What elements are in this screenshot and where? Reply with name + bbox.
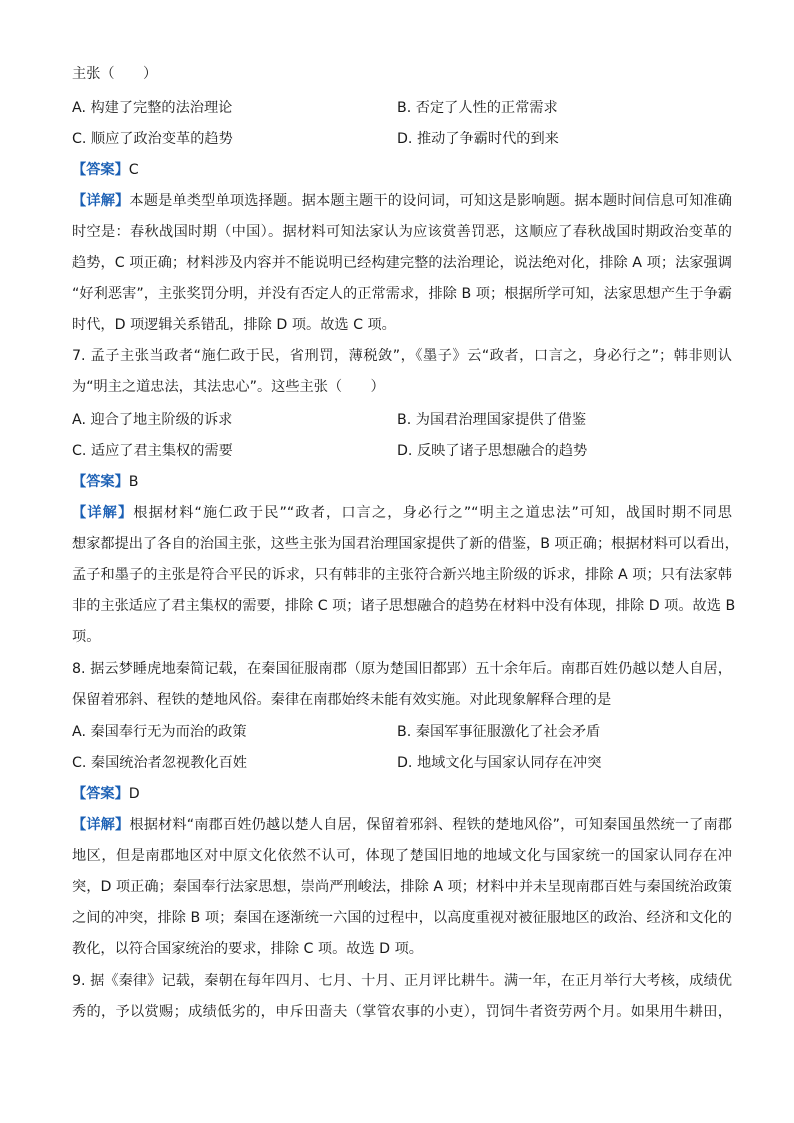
q7-option-c: C. 适应了君主集权的需要 xyxy=(72,443,233,459)
detail-label: 【详解】 xyxy=(72,505,134,521)
q6-detail-line-3: 趋势，C 项正确；材料涉及内容并不能说明已经构建完整的法治理论，说法绝对化，排除 A 项；法家强调 xyxy=(72,255,732,271)
q8-answer xyxy=(72,784,732,804)
answer-value: C xyxy=(128,162,139,178)
q9-stem-line-2: 秀的，予以赏赐；成绩低劣的，申斥田啬夫（掌管农事的小吏），罚饲牛者资劳两个月。如果用牛耕田， xyxy=(72,1004,732,1020)
q8-option-a: A. 秦国奉行无为而治的政策 xyxy=(72,724,247,740)
q7-answer xyxy=(72,472,732,492)
q6-stem-tail: 主张（ ） xyxy=(72,66,158,82)
q7-detail-line-1 xyxy=(72,503,732,523)
q8-option-d: D. 地域文化与国家认同存在冲突 xyxy=(397,755,602,771)
q7-detail-line-5: 项。 xyxy=(72,629,101,645)
q9-stem-line-1: 9. 据《秦律》记载，秦朝在每年四月、七月、十月、正月评比耕牛。满一年，在正月举行大考核，成绩优 xyxy=(72,973,732,989)
detail-text: 根据材料“南郡百姓仍越以楚人自居，保留着邪斜、程铁的楚地风俗”，可知秦国虽然统一了南郡 xyxy=(129,817,732,833)
detail-text: 根据材料“施仁政于民”“政者，口言之，身必行之”“明主之道忠法”可知，战国时期不同思 xyxy=(133,505,732,521)
q8-detail-line-5: 教化，以符合国家统治的要求，排除 C 项。故选 D 项。 xyxy=(72,941,423,957)
q7-stem-line-2: 为“明主之道忠法，其法忠心”。这些主张（ ） xyxy=(72,379,385,395)
q8-detail-line-1 xyxy=(72,815,732,835)
q6-option-d: D. 推动了争霸时代的到来 xyxy=(397,131,559,147)
answer-label: 【答案】 xyxy=(72,162,129,178)
q8-detail-line-3: 突，D 项正确；秦国奉行法家思想，崇尚严刑峻法，排除 A 项；材料中并未呈现南郡百姓与秦国统治政策 xyxy=(72,879,732,895)
q8-stem-line-1: 8. 据云梦睡虎地秦简记载，在秦国征服南郡（原为楚国旧都郢）五十余年后。南郡百姓仍越以楚人自居， xyxy=(72,661,732,677)
q8-option-b: B. 秦国军事征服激化了社会矛盾 xyxy=(397,724,601,740)
detail-label: 【详解】 xyxy=(72,817,130,833)
q7-option-d: D. 反映了诸子思想融合的趋势 xyxy=(397,443,588,459)
answer-label: 【答案】 xyxy=(72,474,129,490)
q7-option-a: A. 迎合了地主阶级的诉求 xyxy=(72,412,233,428)
q8-detail-line-2: 地区，但是南郡地区对中原文化依然不认可，体现了楚国旧地的地域文化与国家统一的国家认同存在冲 xyxy=(72,848,732,864)
q7-option-b: B. 为国君治理国家提供了借鉴 xyxy=(397,412,587,428)
q6-option-b: B. 否定了人性的正常需求 xyxy=(397,100,558,116)
q8-stem-line-2: 保留着邪斜、程铁的楚地风俗。秦律在南郡始终未能有效实施。对此现象解释合理的是 xyxy=(72,692,612,708)
q6-detail-line-1 xyxy=(72,191,732,211)
q6-option-a: A. 构建了完整的法治理论 xyxy=(72,100,233,116)
q6-detail-line-4: “好利恶害”，主张奖罚分明，并没有否定人的正常需求，排除 B 项；根据所学可知，法家思想产生于争霸 xyxy=(72,286,732,302)
q7-detail-line-4: 非的主张适应了君主集权的需要，排除 C 项；诸子思想融合的趋势在材料中没有体现，排除 D 项。故选 B xyxy=(72,598,736,614)
q6-option-c: C. 顺应了政治变革的趋势 xyxy=(72,131,233,147)
q6-answer xyxy=(72,160,732,180)
detail-label: 【详解】 xyxy=(72,193,130,209)
q7-detail-line-3: 孟子和墨子的主张是符合平民的诉求，只有韩非的主张符合新兴地主阶级的诉求，排除 A 项；只有法家韩 xyxy=(72,567,732,583)
answer-value: B xyxy=(128,474,139,490)
q6-detail-line-2: 时空是：春秋战国时期（中国）。据材料可知法家认为应该赏善罚恶，这顺应了春秋战国时期政治变革的 xyxy=(72,224,732,240)
answer-value: D xyxy=(128,786,140,802)
q7-detail-line-2: 想家都提出了各自的治国主张，这些主张为国君治理国家提供了新的借鉴，B 项正确；根据材料可以看出， xyxy=(72,536,739,552)
q7-stem-line-1: 7. 孟子主张当政者“施仁政于民，省刑罚，薄税敛”，《墨子》云“政者，口言之，身必行之”；韩非则认 xyxy=(72,348,732,364)
q8-detail-line-4: 之间的冲突，排除 B 项；秦国在逐渐统一六国的过程中，以高度重视对被征服地区的政治、经济和文化的 xyxy=(72,910,732,926)
q6-detail-line-5: 时代，D 项逻辑关系错乱，排除 D 项。故选 C 项。 xyxy=(72,317,396,333)
q8-option-c: C. 秦国统治者忽视教化百姓 xyxy=(72,755,247,771)
detail-text: 本题是单类型单项选择题。据本题主题干的设问词，可知这是影响题。据本题时间信息可知准确 xyxy=(129,193,732,209)
answer-label: 【答案】 xyxy=(72,786,129,802)
